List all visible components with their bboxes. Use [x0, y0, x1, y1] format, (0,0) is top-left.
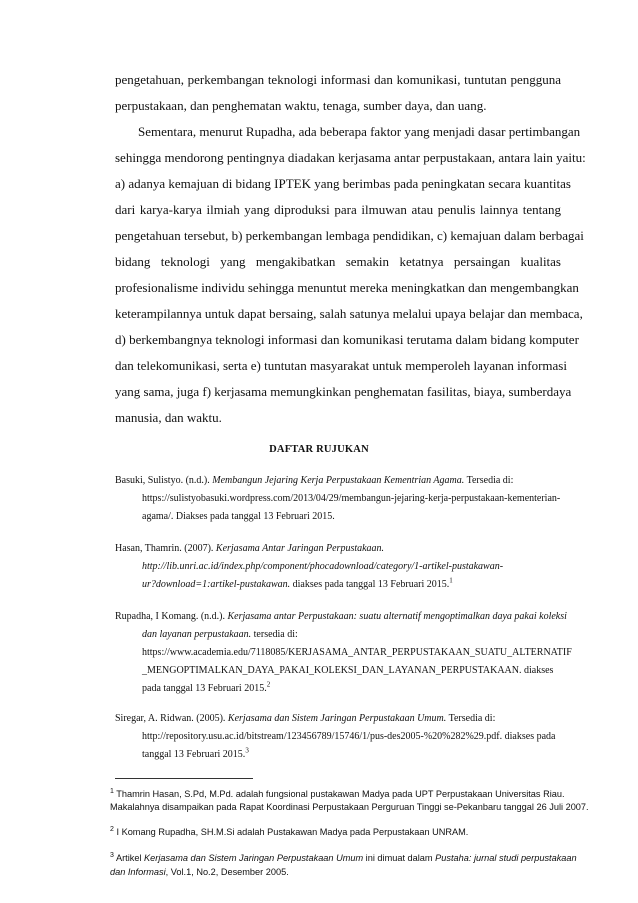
paragraph-line: yang sama, juga f) kerjasama memungkinkan penghematan fasilitas, biaya, sumberdaya: [115, 384, 572, 399]
paragraph-line: pengetahuan tersebut, b) perkembangan lembaga pendidikan, c) kemajuan dalam berbagai: [115, 228, 584, 243]
reference-access: pada tanggal 13 Februari 2015.$^2$: [142, 680, 271, 694]
paragraph-line: profesionalisme individu sehingga menuntut mereka meningkatkan dan mengembangkan: [115, 280, 579, 295]
paragraph-line: manusia, dan waktu.: [115, 410, 222, 425]
footnote-cont: dan Informasi, Vol.1, No.2, Desember 2005.: [110, 867, 289, 877]
reference-entry: Siregar, A. Ridwan. (2005). Kerjasama dan Sistem Jaringan Perpustakaan Umum. Tersedia di:: [115, 713, 496, 724]
footnote: $^3$ Artikel Kerjasama dan Sistem Jaringan Perpustakaan Umum ini dimuat dalam Pustaha: jurnal studi perpustakaan: [110, 851, 577, 863]
paragraph-line: dari karya-karya ilmiah yang diproduksi para ilmuwan atau penulis lainnya tentang: [115, 202, 561, 217]
reference-url: http://lib.unri.ac.id/index.php/component/phocadownload/category/1-artikel-pustakawan-: [142, 561, 504, 572]
paragraph-line: dan telekomunikasi, serta e) tuntutan masyarakat untuk memperoleh layanan informasi: [115, 358, 567, 373]
footnote: $^1$ Thamrin Hasan, S.Pd, M.Pd. adalah fungsional pustakawan Madya pada UPT Perpustakaan Universitas Riau.: [110, 787, 565, 799]
paragraph-line: bidang teknologi yang mengakibatkan semakin ketatnya persaingan kualitas: [115, 254, 561, 269]
footnote-marker: 1: [449, 576, 453, 585]
reference-url: _MENGOPTIMALKAN_DAYA_PAKAI_KOLEKSI_DAN_LAYANAN_PERPUSTAKAAN. diakses: [142, 665, 554, 676]
reference-access: agama/. Diakses pada tanggal 13 Februari 2015.: [142, 511, 335, 522]
reference-entry: Hasan, Thamrin. (2007). Kerjasama Antar Jaringan Perpustakaan.: [115, 543, 385, 554]
reference-url: https://sulistyobasuki.wordpress.com/2013/04/29/membangun-jejaring-kerja-perpustakaan-kementerian-: [142, 493, 561, 504]
paragraph-line: keterampilannya untuk dapat bersaing, salah satunya melalui upaya belajar dan membaca,: [115, 306, 583, 321]
footnote-marker: 3: [245, 746, 249, 755]
reference-url: http://repository.usu.ac.id/bitstream/123456789/15746/1/pus-des2005-%20%282%29.pdf. diakses pada: [142, 731, 556, 742]
paragraph-line: pengetahuan, perkembangan teknologi informasi dan komunikasi, tuntutan pengguna: [115, 72, 561, 87]
reference-entry: Rupadha, I Komang. (n.d.). Kerjasama antar Perpustakaan: suatu alternatif mengoptimalkan daya pakai koleksi: [115, 611, 567, 622]
paragraph-line: sehingga mendorong pentingnya diadakan kerjasama antar perpustakaan, antara lain yaitu:: [115, 150, 586, 165]
paragraph-line: d) berkembangnya teknologi informasi dan komunikasi terutama dalam bidang komputer: [115, 332, 579, 347]
reference-url: ur?download=1:artikel-pustakawan. diakses pada tanggal 13 Februari 2015.$^1$: [142, 576, 453, 590]
references-heading: DAFTAR RUJUKAN: [269, 444, 369, 455]
footnote: $^2$ I Komang Rupadha, SH.M.Si adalah Pustakawan Madya pada Perpustakaan UNRAM.: [110, 825, 469, 837]
paragraph-line: perpustakaan, dan penghematan waktu, tenaga, sumber daya, dan uang.: [115, 98, 487, 113]
reference-url: https://www.academia.edu/7118085/KERJASAMA_ANTAR_PERPUSTAKAAN_SUATU_ALTERNATIF: [142, 647, 572, 658]
paragraph-line: Sementara, menurut Rupadha, ada beberapa faktor yang menjadi dasar pertimbangan: [138, 124, 581, 139]
reference-title-cont: dan layanan perpustakaan. tersedia di:: [142, 629, 298, 640]
paragraph-line: a) adanya kemajuan di bidang IPTEK yang berimbas pada peningkatan secara kuantitas: [115, 176, 571, 191]
footnote-marker: 2: [266, 680, 271, 689]
reference-entry: Basuki, Sulistyo. (n.d.). Membangun Jejaring Kerja Perpustakaan Kementrian Agama. Tersedia di:: [115, 475, 514, 486]
footnote-cont: Makalahnya disampaikan pada Rapat Koordinasi Perpustakaan Perguruan Tinggi se-Pekanbaru tanggal 26 Juli 2007.: [110, 802, 589, 812]
footnote-divider: [115, 778, 253, 779]
reference-access: tanggal 13 Februari 2015.$^3$: [142, 746, 249, 760]
